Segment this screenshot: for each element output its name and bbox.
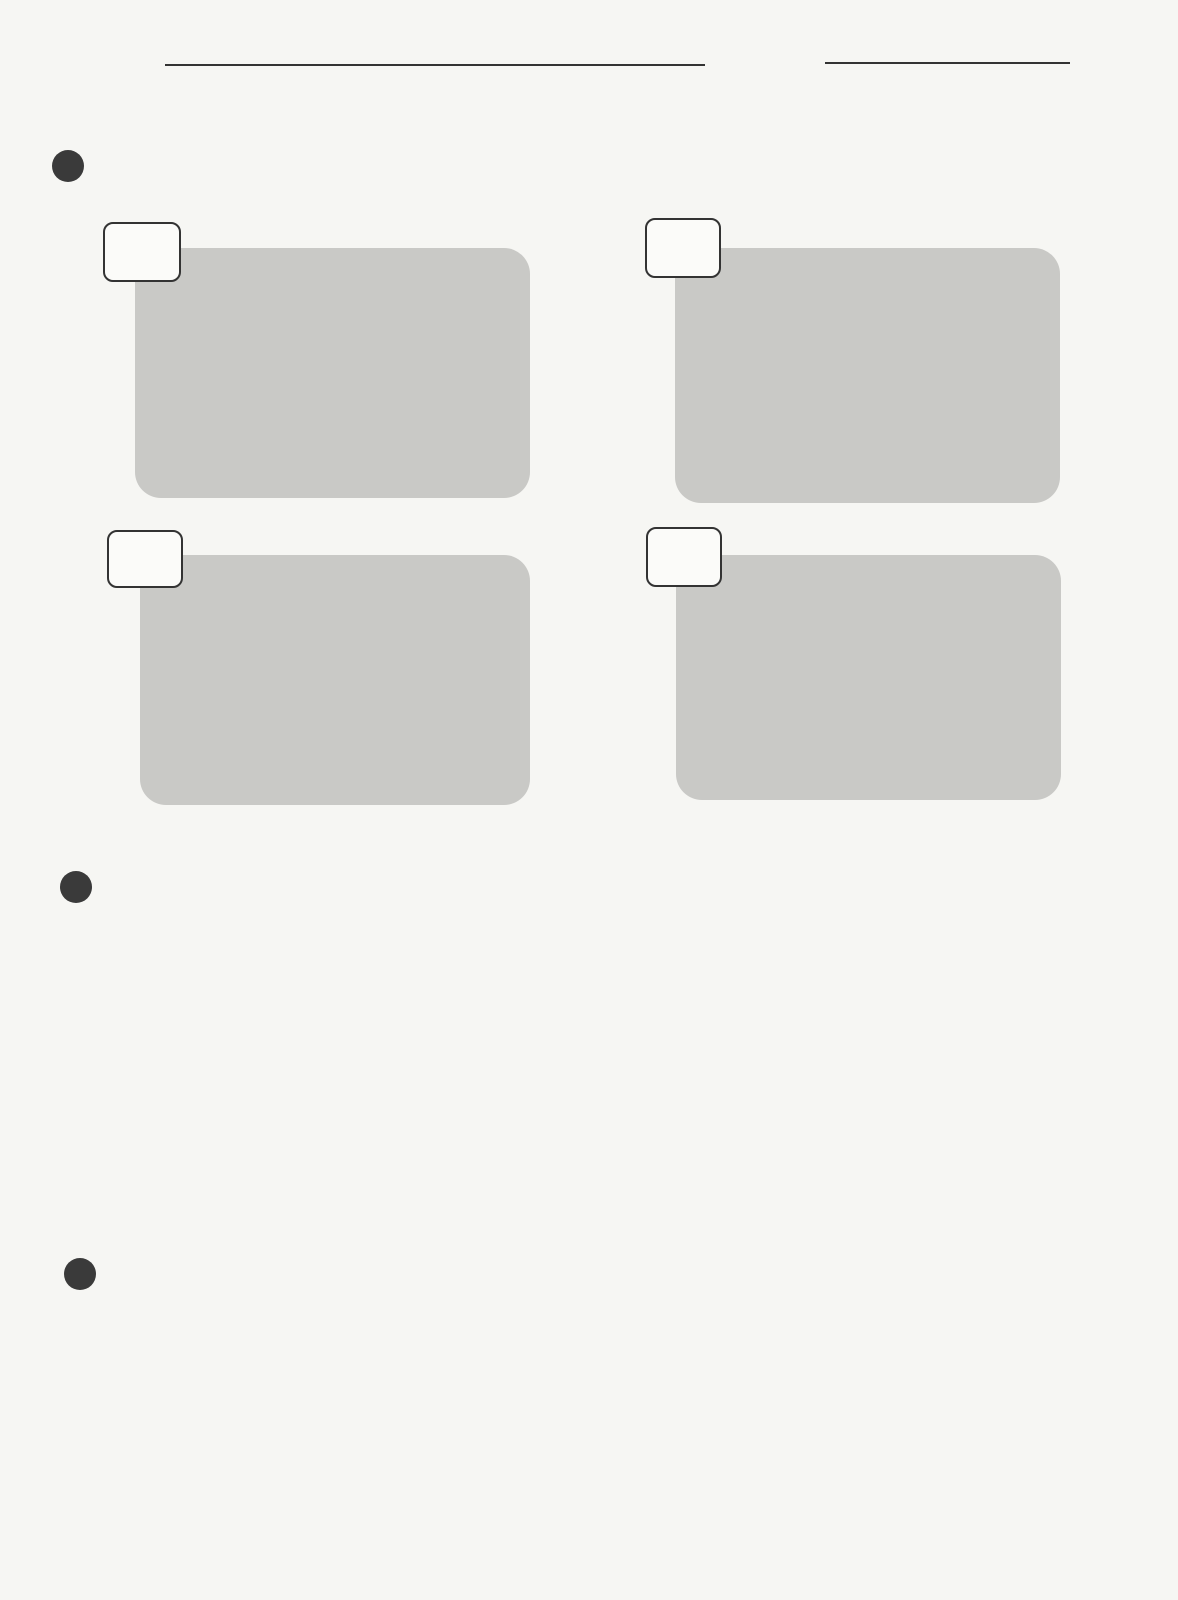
sailboats-panel [676,555,1061,800]
series-strips [100,925,1090,1205]
airplanes-count-box[interactable] [107,530,183,588]
date-field[interactable] [825,62,1070,64]
airplanes-panel [140,555,530,805]
exercise-1-number [52,150,84,182]
balloons-count-box[interactable] [645,218,721,278]
cars-group [135,248,530,498]
balloons-group [675,248,1060,503]
exercise-2-number [60,871,92,903]
exercise-3-number [64,1258,96,1290]
order-section [100,1315,1090,1485]
airplanes-group [140,555,530,805]
sailboats-count-box[interactable] [646,527,722,587]
balloons-panel [675,248,1060,503]
name-field[interactable] [165,64,705,66]
cars-panel [135,248,530,498]
cars-count-box[interactable] [103,222,181,282]
sailboats-group [676,555,1061,800]
